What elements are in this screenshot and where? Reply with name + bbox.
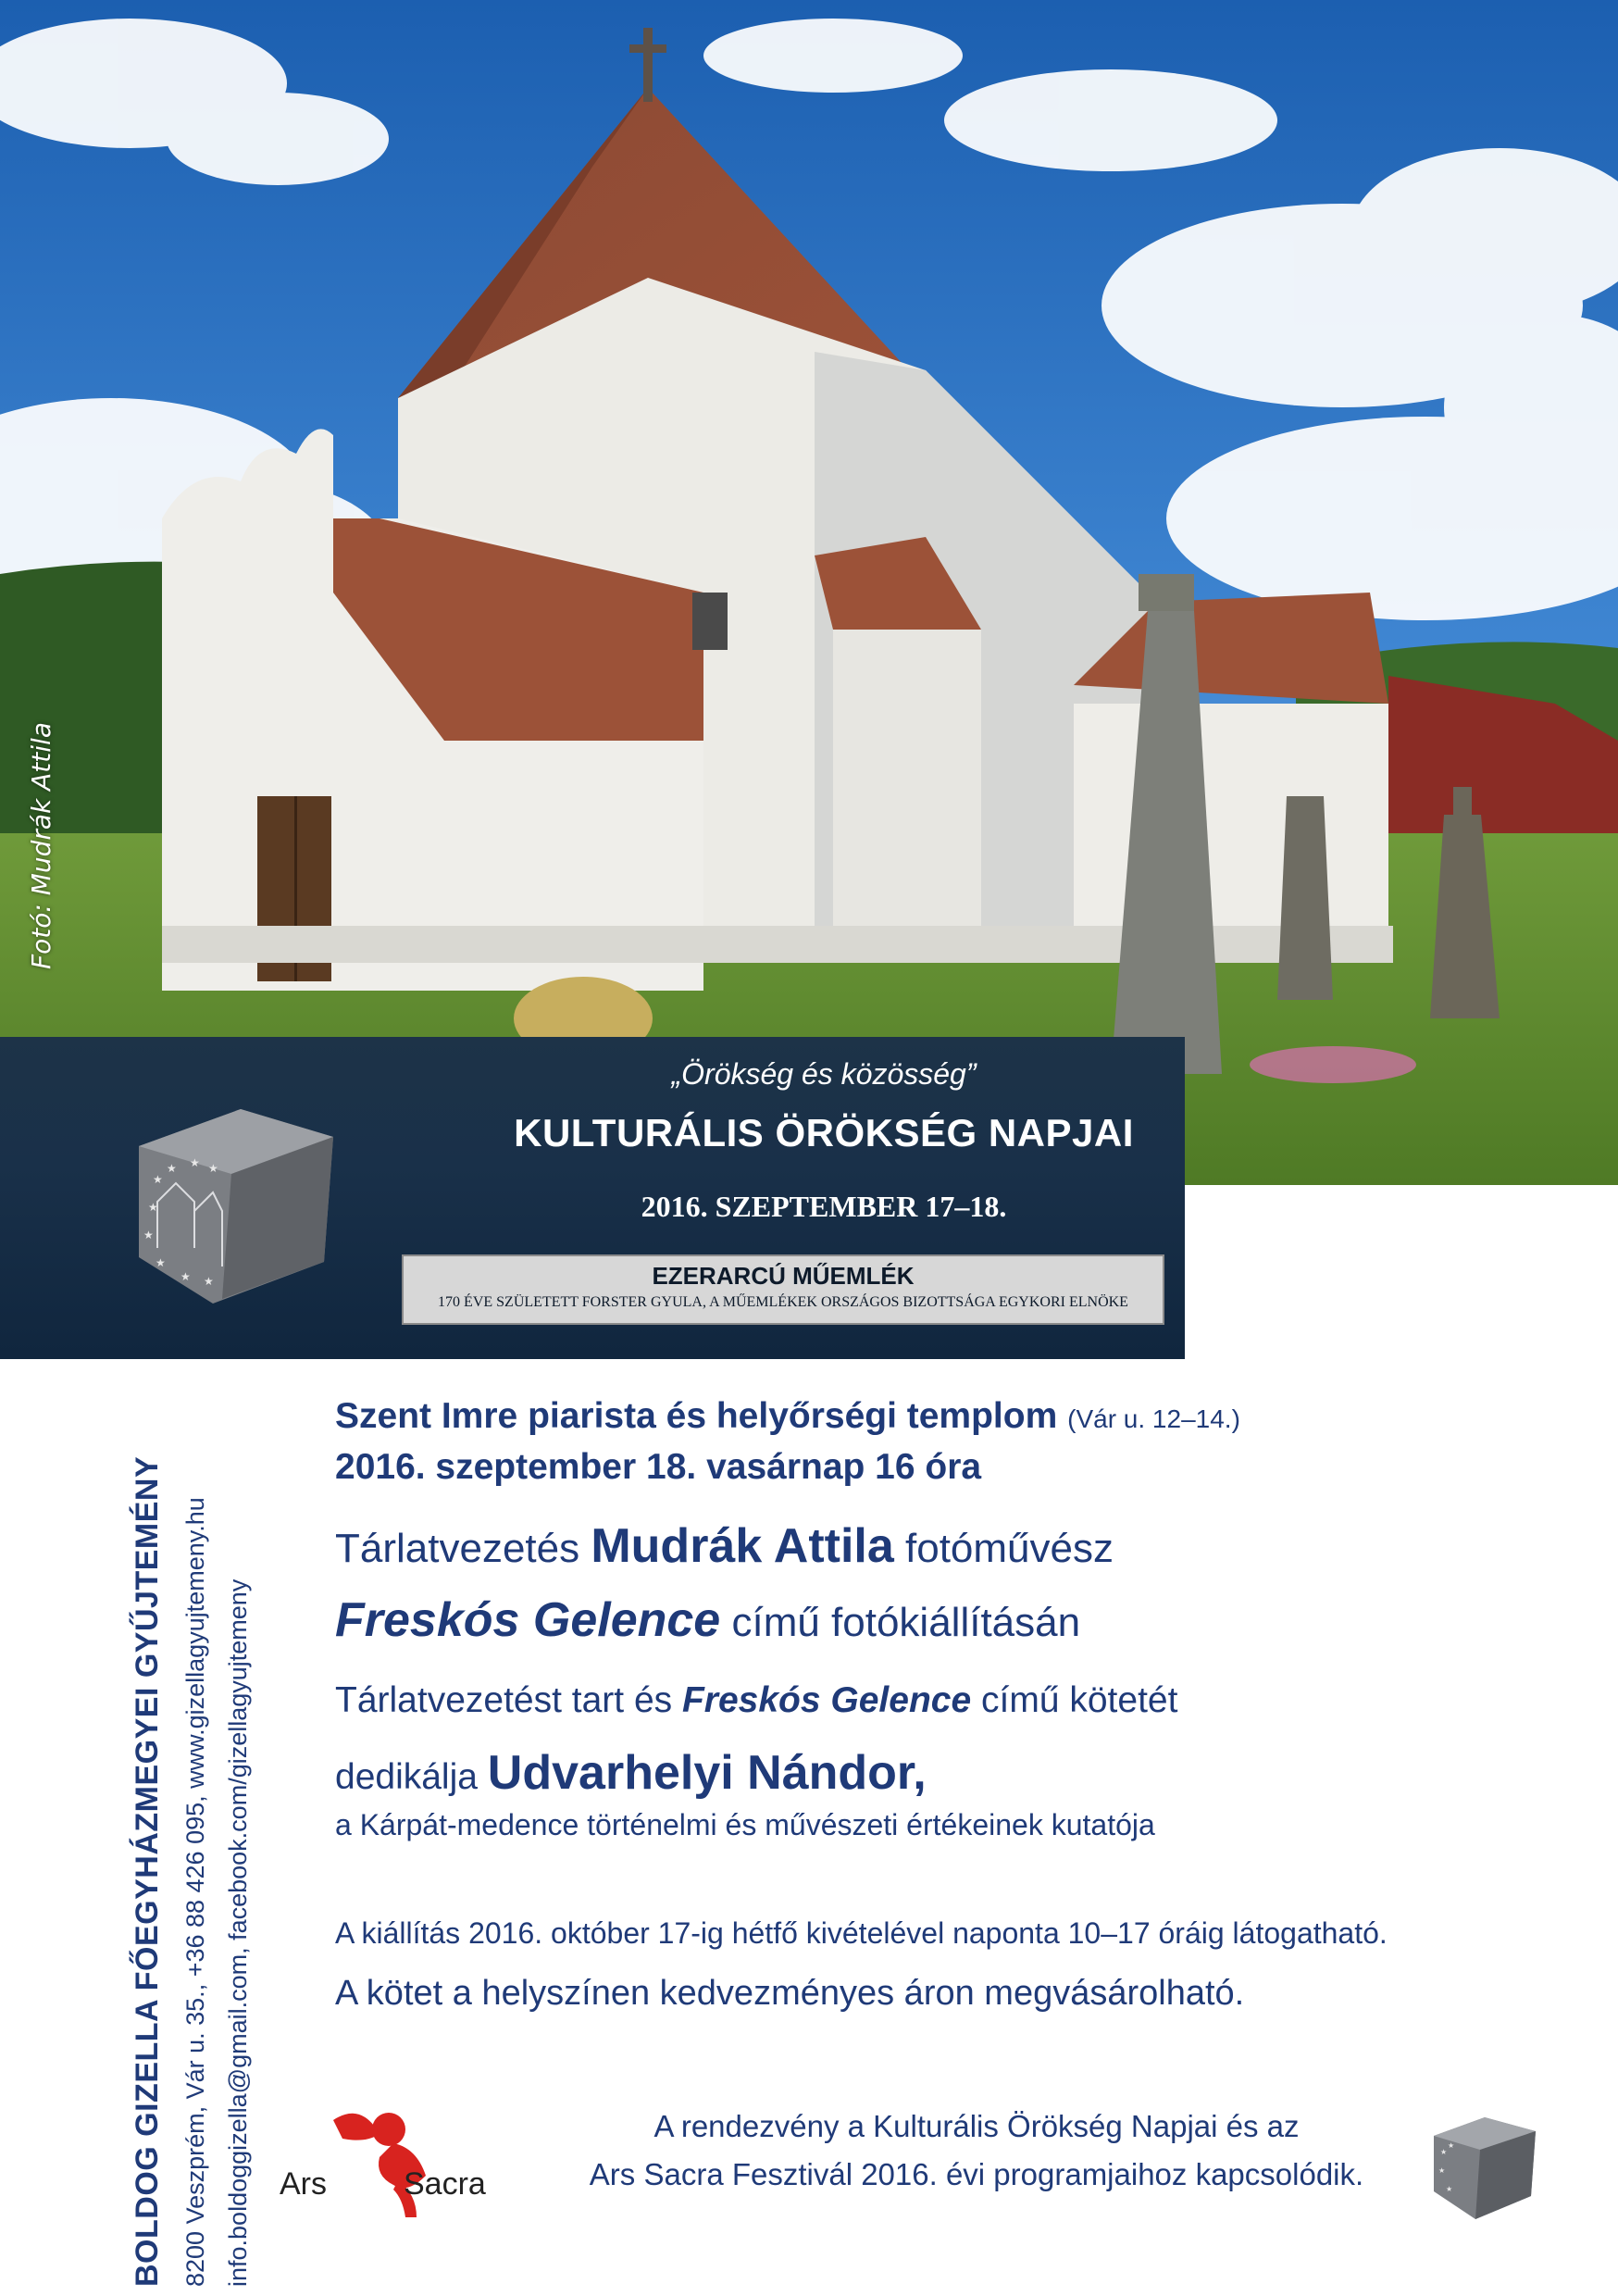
guided-tour-label: Tárlatvezetés: [335, 1526, 580, 1571]
exhibition-info: A kiállítás 2016. október 17-ig hétfő kivételével naponta 10–17 óráig látogatható.: [335, 1916, 1388, 1950]
footer-note-line2: Ars Sacra Fesztivál 2016. évi programjaihoz kapcsolódik.: [589, 2157, 1364, 2191]
event-banner: [0, 1037, 1185, 1359]
author-verb: dedikálja: [335, 1757, 478, 1797]
svg-text:★: ★: [143, 1229, 154, 1242]
book-line: [335, 1680, 1177, 1721]
book-line-end: című kötetét: [981, 1680, 1178, 1720]
svg-text:★: ★: [153, 1173, 163, 1186]
svg-text:★: ★: [167, 1162, 177, 1175]
org-address: 8200 Veszprém, Vár u. 35., +36 88 426 095, www.gizellagyujtemeny.hu: [181, 1497, 209, 2287]
svg-text:★: ★: [190, 1156, 200, 1169]
venue-address: (Vár u. 12–14.): [1067, 1404, 1240, 1433]
author-name: Udvarhelyi Nándor,: [487, 1746, 927, 1800]
svg-text:★: ★: [208, 1162, 218, 1175]
org-name: BOLDOG GIZELLA FŐEGYHÁZMEGYEI GYŰJTEMÉNY: [130, 1455, 165, 2287]
engraved-stone-image: [102, 1063, 380, 1341]
svg-text:★: ★: [1438, 2166, 1446, 2175]
author-line: [335, 1745, 927, 1801]
svg-text:★: ★: [180, 1270, 191, 1283]
exhibition-label: című fotókiállításán: [731, 1600, 1081, 1645]
venue-line: [335, 1396, 1240, 1437]
banner-date: 2016. SZEPTEMBER 17–18.: [641, 1190, 1007, 1223]
book-line-start: Tárlatvezetést tart és: [335, 1680, 673, 1720]
ars-sacra-logo-word1: Ars: [280, 2166, 327, 2202]
stone-thumbnail-image: [1420, 2094, 1550, 2233]
svg-text:★: ★: [1448, 2141, 1455, 2150]
book-info: A kötet a helyszínen kedvezményes áron megvásárolható.: [335, 1974, 1245, 2013]
org-contact: info.boldoggizella@gmail.com, facebook.com/gizellagyujtemeny: [224, 1578, 252, 2287]
photographer-name: Mudrák Attila: [591, 1519, 894, 1573]
svg-text:★: ★: [1440, 2148, 1448, 2156]
svg-text:★: ★: [204, 1275, 214, 1288]
banner-box-subtitle: 170 ÉVE SZÜLETETT FORSTER GYULA, A MŰEMLÉKEK ORSZÁGOS BIZOTTSÁGA EGYKORI ELNÖKE: [438, 1294, 1128, 1310]
footer-note-line1: A rendezvény a Kulturális Örökség Napjai és az: [653, 2109, 1300, 2143]
svg-text:★: ★: [148, 1201, 158, 1214]
exhibition-title: Freskós Gelence: [335, 1593, 721, 1647]
photographer-role: fotóművész: [905, 1526, 1114, 1571]
photo-credit: Fotó: Mudrák Attila: [26, 722, 56, 969]
banner-info-box: [402, 1254, 1164, 1325]
exhibition-line: [335, 1592, 1080, 1648]
guided-tour-line: [335, 1518, 1114, 1574]
ars-sacra-logo-word2: Sacra: [404, 2166, 486, 2202]
book-title: Freskós Gelence: [681, 1680, 972, 1720]
event-datetime: 2016. szeptember 18. vasárnap 16 óra: [335, 1447, 982, 1487]
banner-quote: „Örökség és közösség”: [671, 1057, 977, 1091]
svg-text:★: ★: [156, 1256, 166, 1269]
banner-title: KULTURÁLIS ÖRÖKSÉG NAPJAI: [514, 1111, 1134, 1154]
svg-text:★: ★: [1446, 2185, 1453, 2193]
banner-box-title: EZERARCÚ MŰEMLÉK: [652, 1262, 915, 1290]
venue-name: Szent Imre piarista és helyőrségi templom: [335, 1396, 1058, 1436]
author-description: a Kárpát-medence történelmi és művészeti értékeinek kutatója: [335, 1808, 1155, 1841]
